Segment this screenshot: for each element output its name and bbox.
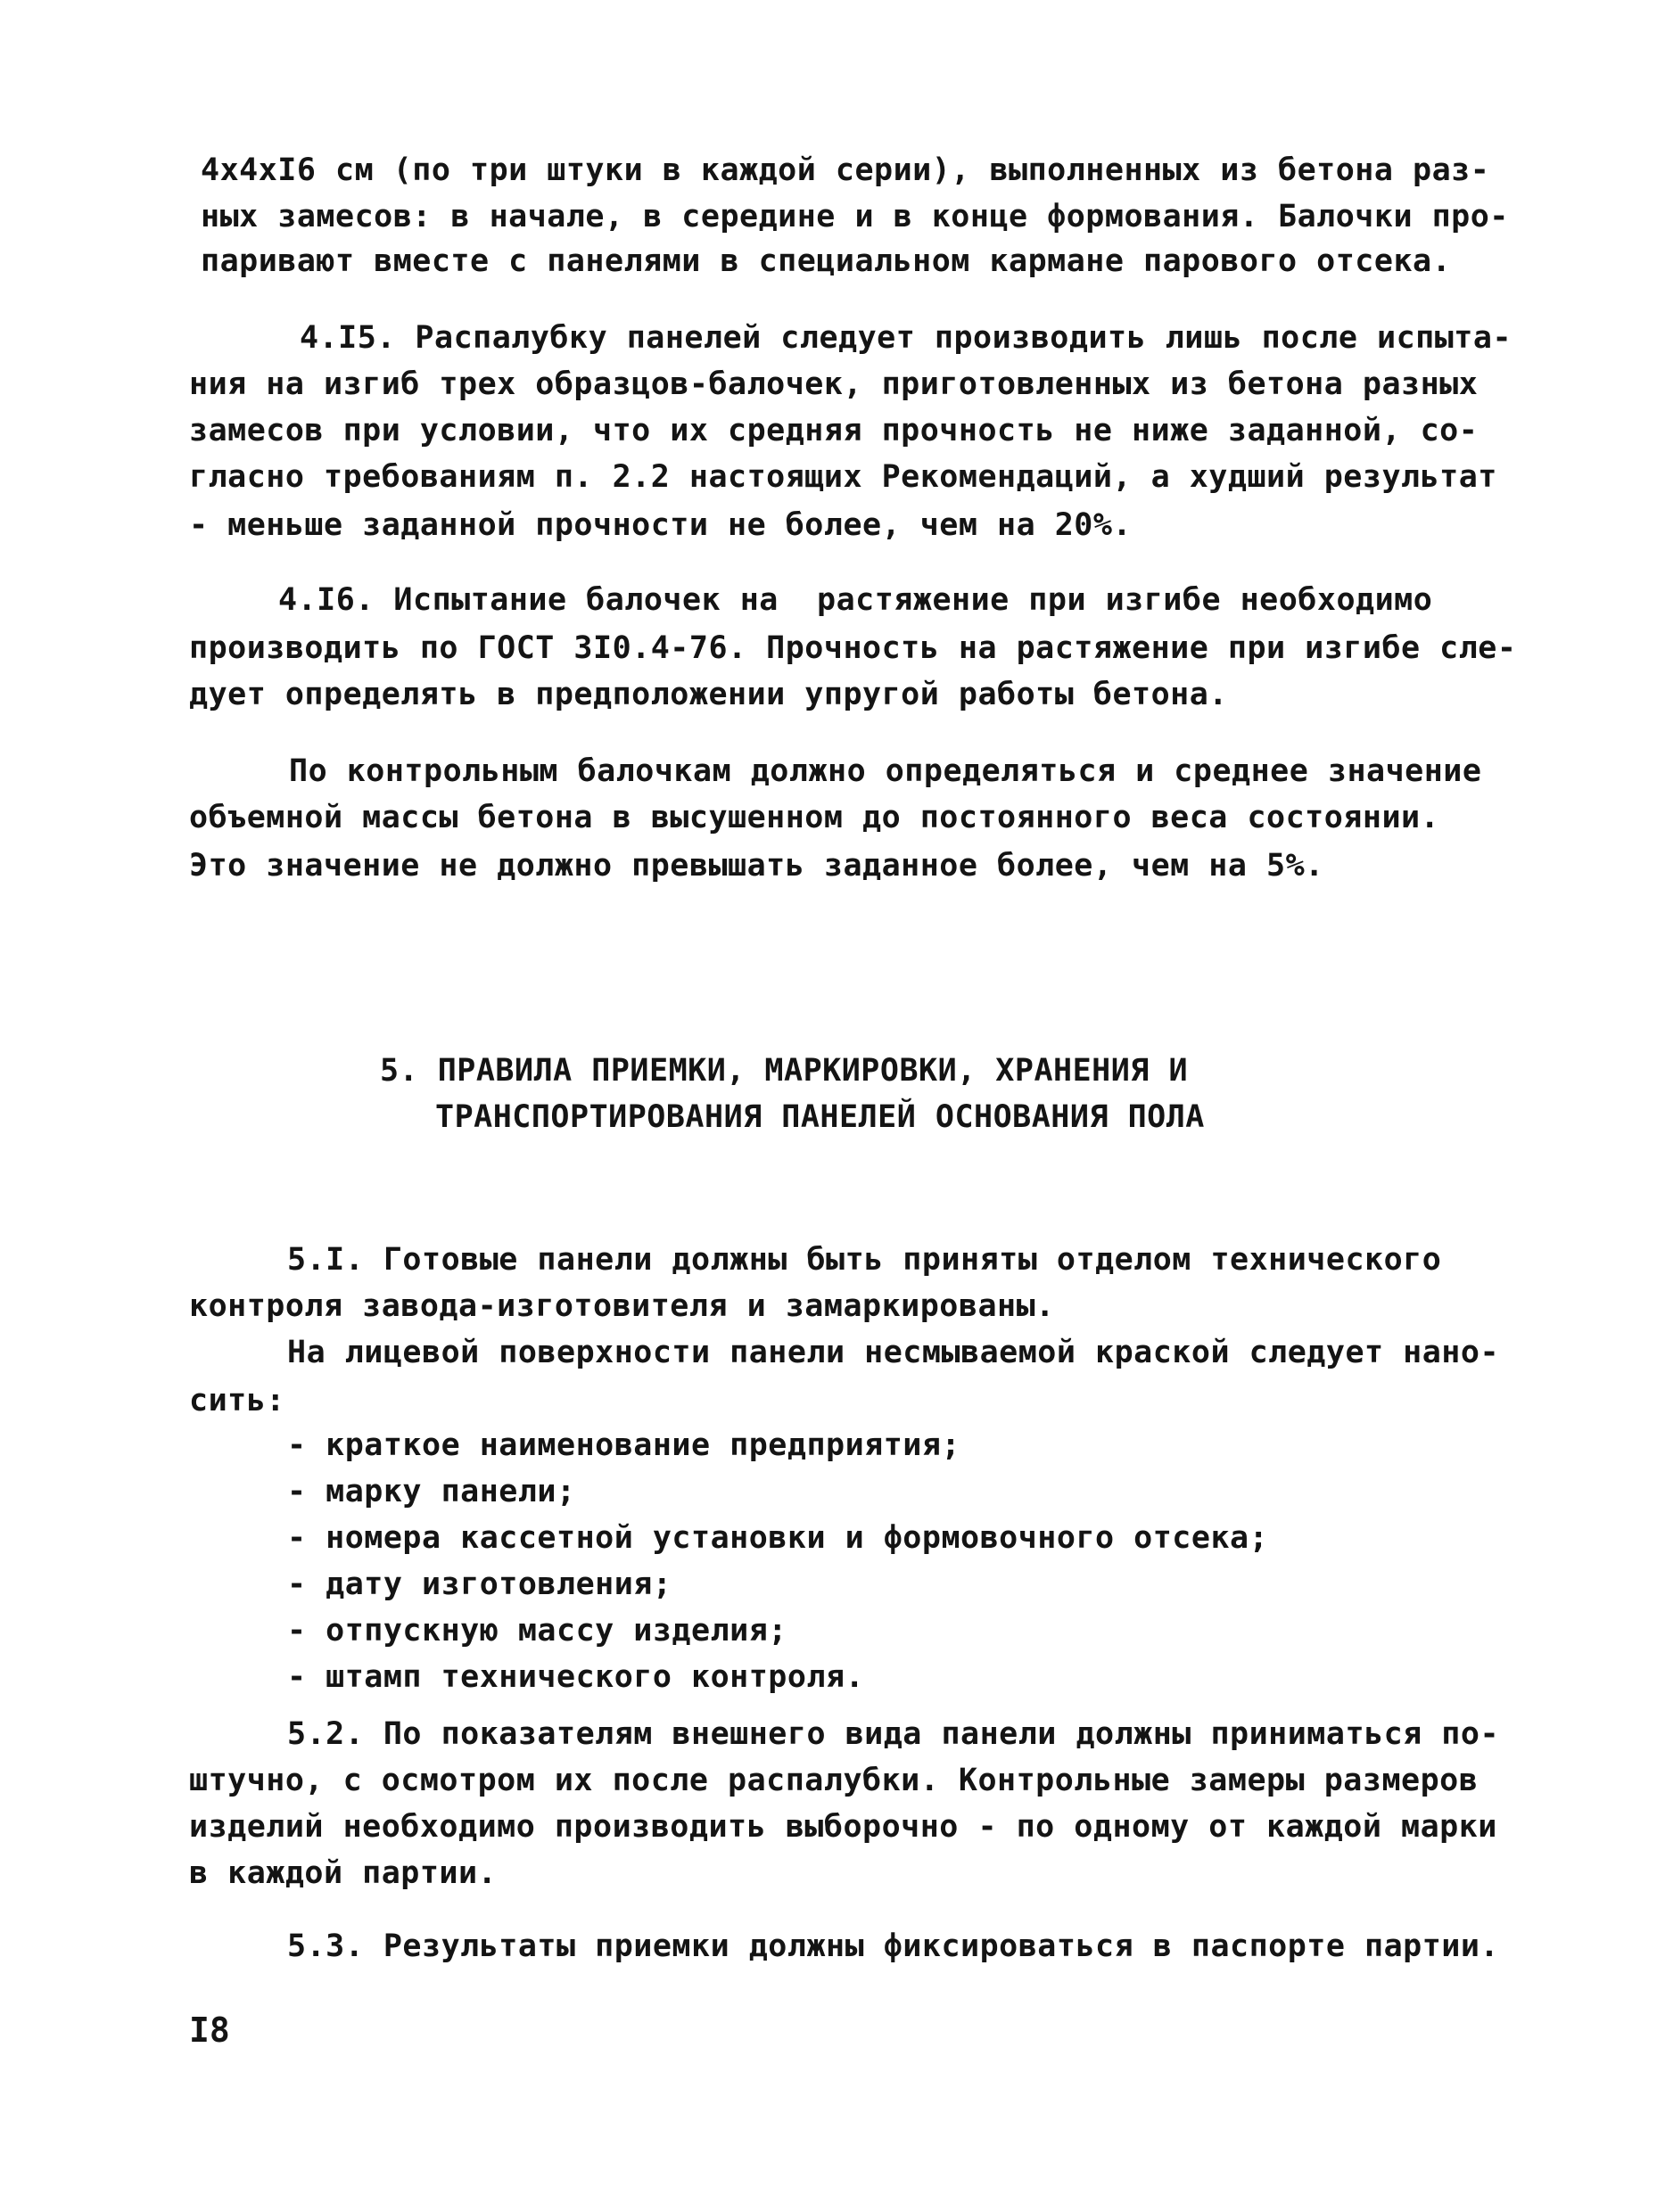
marking-intro-line-2: сить: [189, 1383, 285, 1418]
p415-line-4: гласно требованиям п. 2.2 настоящих Рекомендаций, а худший результат [189, 459, 1497, 495]
p415-line-2: ния на изгиб трех образцов-балочек, приготовленных из бетона разных [189, 366, 1479, 402]
p52-line-3: изделий необходимо производить выборочно - по одному от каждой марки [189, 1809, 1497, 1845]
control-line-3: Это значение не должно превышать заданное более, чем на 5%. [189, 848, 1324, 884]
list-item: - штамп технического контроля. [287, 1659, 865, 1695]
list-item: - марку панели; [287, 1474, 576, 1509]
p52-line-1: 5.2. По показателям внешнего вида панели должны приниматься по- [287, 1716, 1500, 1752]
p52-line-4: в каждой партии. [189, 1855, 498, 1891]
p51-line-2: контроля завода-изготовителя и замаркированы. [189, 1288, 1055, 1324]
p53-line-1: 5.3. Результаты приемки должны фиксироваться в паспорте партии. [287, 1928, 1500, 1964]
p51-line-1: 5.I. Готовые панели должны быть приняты отделом технического [287, 1242, 1442, 1278]
p416-line-3: дует определять в предположении упругой работы бетона. [189, 677, 1228, 712]
list-item: - дату изготовления; [287, 1566, 672, 1602]
p416-line-1: 4.I6. Испытание балочек на растяжение при изгибе необходимо [278, 582, 1433, 618]
section-heading-line-2: ТРАНСПОРТИРОВАНИЯ ПАНЕЛЕЙ ОСНОВАНИЯ ПОЛА [435, 1099, 1205, 1135]
list-item: - краткое наименование предприятия; [287, 1427, 961, 1463]
list-item: - номера кассетной установки и формовочного отсека; [287, 1520, 1269, 1556]
intro-line-1: 4x4xI6 см (по три штуки в каждой серии), выполненных из бетона раз- [201, 152, 1490, 188]
p415-line-3: замесов при условии, что их средняя прочность не ниже заданной, со- [189, 413, 1479, 448]
section-heading-line-1: 5. ПРАВИЛА ПРИЕМКИ, МАРКИРОВКИ, ХРАНЕНИЯ И [380, 1053, 1189, 1089]
intro-line-2: ных замесов: в начале, в середине и в конце формования. Балочки про- [201, 199, 1509, 234]
intro-line-3: паривают вместе с панелями в специальном кармане парового отсека. [201, 243, 1452, 279]
list-item: - отпускную массу изделия; [287, 1613, 787, 1649]
control-line-2: объемной массы бетона в высушенном до постоянного веса состоянии. [189, 800, 1440, 835]
marking-intro-line-1: На лицевой поверхности панели несмываемой краской следует нано- [287, 1335, 1500, 1370]
p416-line-2: производить по ГОСТ 3I0.4-76. Прочность на растяжение при изгибе сле- [189, 630, 1517, 666]
p52-line-2: штучно, с осмотром их после распалубки. Контрольные замеры размеров [189, 1763, 1479, 1798]
p415-line-1: 4.I5. Распалубку панелей следует производить лишь после испыта- [300, 320, 1513, 356]
p415-line-5: - меньше заданной прочности не более, чем на 20%. [189, 507, 1133, 543]
control-line-1: По контрольным балочкам должно определяться и среднее значение [289, 753, 1482, 789]
page-number: I8 [189, 2011, 230, 2050]
